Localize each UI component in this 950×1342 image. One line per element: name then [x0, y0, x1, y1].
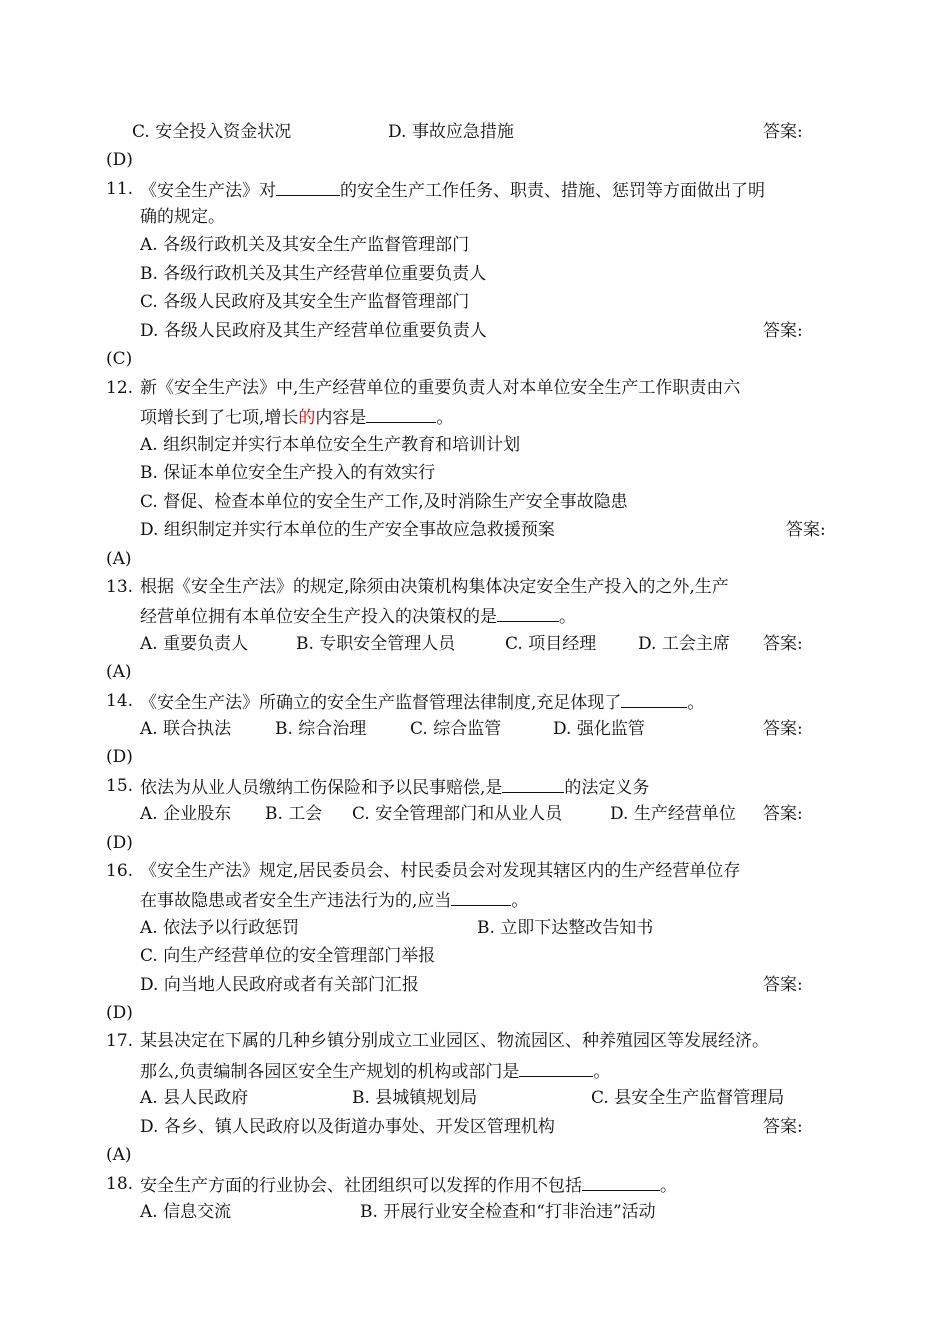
q16-option-b: B. 立即下达整改告知书: [477, 918, 654, 938]
q16-blank: [451, 888, 511, 906]
q12-answer: (A): [106, 549, 132, 569]
q12-stem-b2: 内容是: [315, 408, 367, 428]
q18-stem-line1: [0, 1173, 677, 1196]
q12-option-c: C. 督促、检查本单位的安全生产工作,及时消除生产安全事故隐患: [140, 492, 628, 512]
q16-option-d-row: [0, 974, 803, 996]
q13-answer-row: [0, 661, 132, 683]
q17-option-c: C. 县安全生产监督管理局: [591, 1088, 785, 1108]
q16-stem-b: 在事故隐患或者安全生产违法行为的,应当: [140, 891, 452, 911]
q13-stem-b: 经营单位拥有本单位安全生产投入的决策权的是: [140, 607, 497, 627]
q11-option-c-row: [0, 291, 470, 313]
q12-stem-b1: 项增长到了七项,增长: [140, 408, 299, 428]
q11-option-a-row: [0, 234, 470, 256]
q17-option-d-row: [0, 1116, 803, 1138]
q16-answer-label: 答案:: [763, 975, 803, 995]
q14-answer-label: 答案:: [763, 719, 803, 739]
q12-stem-a: 新《安全生产法》中,生产经营单位的重要负责人对本单位安全生产工作职责由六: [140, 378, 741, 398]
q12-blank: [366, 405, 436, 423]
q15-answer: (D): [106, 833, 133, 853]
q15-stem-a: 依法为从业人员缴纳工伤保险和予以民事赔偿,是: [140, 778, 503, 798]
q12-stem-line2: [0, 405, 454, 428]
q12-option-b-row: [0, 462, 436, 484]
q15-answer-row: [0, 832, 133, 854]
q10-answer: (D): [106, 150, 133, 170]
q16-stem-end: 。: [511, 891, 529, 911]
q17-stem-line1: [0, 1030, 769, 1052]
q10-options-row: [0, 121, 803, 143]
q16-option-d: D. 向当地人民政府或者有关部门汇报: [140, 975, 419, 995]
q13-number: 13.: [106, 577, 134, 597]
q16-option-c-row: [0, 945, 436, 967]
q17-stem-a: 某县决定在下属的几种乡镇分别成立工业园区、物流园区、种养殖园区等发展经济。: [140, 1031, 769, 1051]
q14-number: 14.: [106, 691, 134, 711]
q12-option-d-row: [0, 519, 826, 541]
q15-blank: [502, 775, 564, 793]
q12-option-d: D. 组织制定并实行本单位的生产安全事故应急救援预案: [140, 520, 555, 540]
q14-stem-a: 《安全生产法》所确立的安全生产监督管理法律制度,充足体现了: [140, 693, 622, 713]
q15-stem-b: 的法定义务: [564, 778, 650, 798]
q11-answer-row: [0, 348, 133, 370]
q17-number: 17.: [106, 1031, 134, 1051]
q15-stem-line1: [0, 775, 650, 798]
q11-option-d-row: [0, 320, 803, 342]
q17-option-d: D. 各乡、镇人民政府以及街道办事处、开发区管理机构: [140, 1117, 555, 1137]
q18-stem-end: 。: [660, 1176, 677, 1196]
q13-stem-line1: [0, 576, 729, 598]
q13-stem-line2: [0, 604, 576, 627]
q14-options-row: [0, 718, 803, 740]
q10-option-d: D. 事故应急措施: [388, 122, 514, 142]
q16-stem-a: 《安全生产法》规定,居民委员会、村民委员会对发现其辖区内的生产经营单位存: [140, 861, 741, 881]
q12-answer-label: 答案:: [786, 520, 826, 540]
q14-answer: (D): [106, 747, 133, 767]
q10-answer-label: 答案:: [763, 122, 803, 142]
q12-option-a-row: [0, 434, 521, 456]
q12-stem-line1: [0, 377, 741, 399]
q16-answer: (D): [106, 1003, 133, 1023]
q12-number: 12.: [106, 378, 134, 398]
q11-answer: (C): [106, 349, 133, 369]
q14-answer-row: [0, 746, 133, 768]
q17-blank: [519, 1059, 593, 1077]
q11-blank: [276, 178, 340, 196]
q15-answer-label: 答案:: [763, 804, 803, 824]
q17-options-row1: [0, 1087, 785, 1109]
q15-option-d: D. 生产经营单位: [610, 804, 736, 824]
q17-option-b: B. 县城镇规划局: [352, 1088, 478, 1108]
q17-answer-row: [0, 1144, 132, 1166]
q11-stem-line2: [0, 206, 225, 228]
q11-number: 11.: [106, 179, 134, 199]
q12-option-c-row: [0, 491, 628, 513]
q11-option-d: D. 各级人民政府及其生产经营单位重要负责人: [140, 321, 487, 341]
q18-options-row1: [0, 1201, 656, 1223]
q15-option-c: C. 安全管理部门和从业人员: [352, 804, 563, 824]
q16-option-c: C. 向生产经营单位的安全管理部门举报: [140, 946, 436, 966]
q15-option-b: B. 工会: [265, 804, 323, 824]
q13-stem-end: 。: [559, 607, 576, 627]
q12-option-b: B. 保证本单位安全生产投入的有效实行: [140, 463, 436, 483]
q12-stem-red: 的: [298, 408, 316, 428]
q12-answer-row: [0, 548, 132, 570]
q18-option-b: B. 开展行业安全检查和“打非治违”活动: [360, 1202, 656, 1222]
q17-option-a: A. 县人民政府: [140, 1088, 249, 1108]
q11-option-b: B. 各级行政机关及其生产经营单位重要负责人: [140, 264, 487, 284]
q11-answer-label: 答案:: [763, 321, 803, 341]
q13-option-b: B. 专职安全管理人员: [296, 634, 456, 654]
q12-stem-end: 。: [436, 408, 454, 428]
q14-option-a: A. 联合执法: [140, 719, 232, 739]
q14-option-b: B. 综合治理: [275, 719, 367, 739]
q15-number: 15.: [106, 776, 134, 796]
q16-options-row1: [0, 917, 654, 939]
q13-option-c: C. 项目经理: [505, 634, 597, 654]
q16-option-a: A. 依法予以行政惩罚: [140, 918, 300, 938]
q11-option-a: A. 各级行政机关及其安全生产监督管理部门: [140, 235, 470, 255]
q13-stem-a: 根据《安全生产法》的规定,除须由决策机构集体决定安全生产投入的之外,生产: [140, 577, 729, 597]
q18-option-a: A. 信息交流: [140, 1202, 232, 1222]
q14-stem-end: 。: [687, 693, 705, 713]
q11-option-b-row: [0, 263, 487, 285]
q12-option-a: A. 组织制定并实行本单位安全生产教育和培训计划: [140, 435, 521, 455]
q11-stem-line1: [0, 178, 765, 201]
q13-options-row: [0, 633, 803, 655]
q13-option-a: A. 重要负责人: [140, 634, 249, 654]
q15-option-a: A. 企业股东: [140, 804, 232, 824]
q17-answer-label: 答案:: [763, 1117, 803, 1137]
q14-option-d: D. 强化监管: [553, 719, 645, 739]
q11-stem-a: 《安全生产法》对: [140, 181, 276, 201]
q11-stem-b: 的安全生产工作任务、职责、措施、惩罚等方面做出了明: [340, 181, 765, 201]
q13-blank: [497, 604, 559, 622]
q17-stem-b: 那么,负责编制各园区安全生产规划的机构或部门是: [140, 1062, 520, 1082]
q17-stem-end: 。: [593, 1062, 611, 1082]
q17-stem-line2: [0, 1059, 611, 1082]
q13-answer: (A): [106, 662, 132, 682]
q18-number: 18.: [106, 1174, 134, 1194]
q14-blank: [621, 690, 687, 708]
q16-number: 16.: [106, 861, 134, 881]
q10-answer-row: [0, 149, 133, 171]
q16-stem-line1: [0, 860, 741, 882]
q18-stem-a: 安全生产方面的行业协会、社团组织可以发挥的作用不包括: [140, 1176, 582, 1196]
q17-answer: (A): [106, 1145, 132, 1165]
q11-option-c: C. 各级人民政府及其安全生产监督管理部门: [140, 292, 470, 312]
q11-stem-c: 确的规定。: [140, 207, 225, 227]
q14-option-c: C. 综合监管: [410, 719, 502, 739]
q18-blank: [582, 1173, 660, 1191]
q10-option-c: C. 安全投入资金状况: [132, 122, 292, 142]
q15-options-row: [0, 803, 803, 825]
q14-stem-line1: [0, 690, 705, 713]
q13-option-d: D. 工会主席: [638, 634, 730, 654]
q16-stem-line2: [0, 888, 529, 911]
q13-answer-label: 答案:: [763, 634, 803, 654]
q16-answer-row: [0, 1002, 133, 1024]
